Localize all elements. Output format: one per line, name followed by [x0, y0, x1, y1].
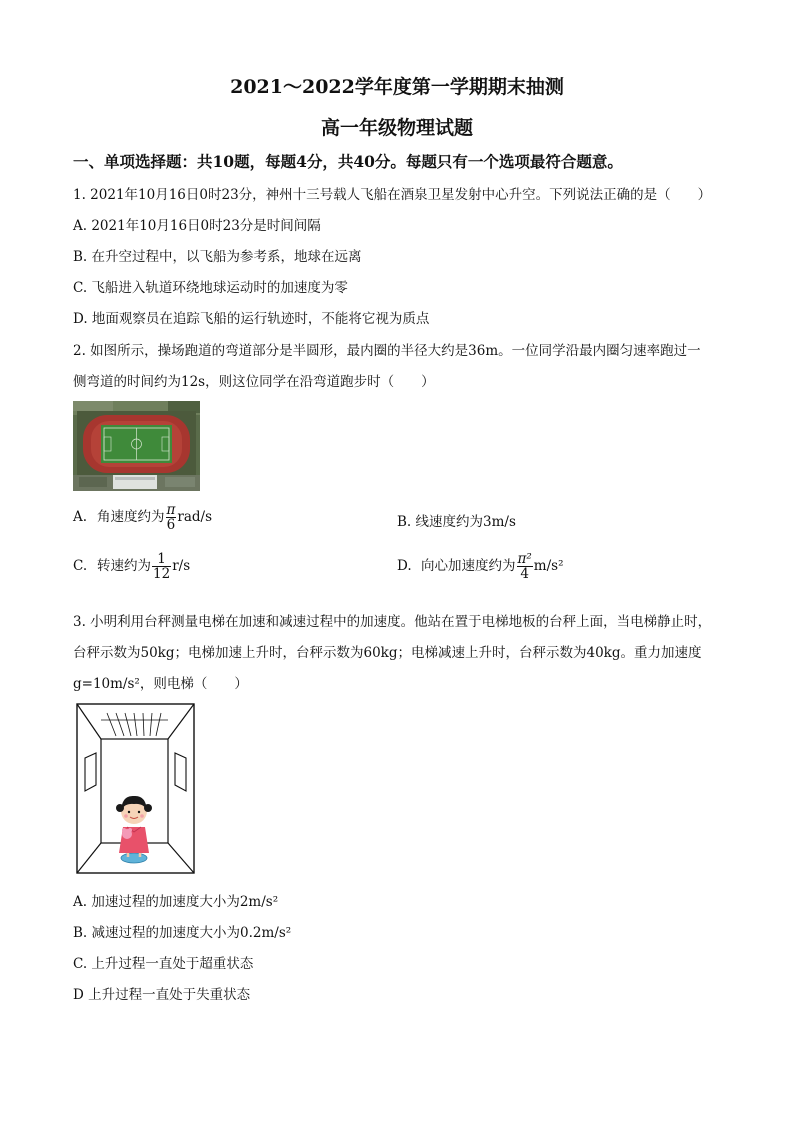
q3-stem-line2: 台秤示数为50kg；电梯加速上升时，台秤示数为60kg；电梯减速上升时，台秤示数为40kg。重力加速度 [73, 645, 702, 661]
q3-stem-line3: g=10m/s²，则电梯（ ） [73, 676, 248, 692]
q1-option-b: B. 在升空过程中，以飞船为参考系，地球在远离 [73, 249, 362, 265]
q1-option-c: C. 飞船进入轨道环绕地球运动时的加速度为零 [73, 280, 348, 296]
q3-option-b: B. 减速过程的加速度大小为0.2m/s² [73, 925, 292, 941]
q2-option-a-unit: rad/s [177, 509, 212, 526]
q2-option-a [73, 503, 212, 532]
stadium-figure [73, 401, 200, 491]
q2-option-d-text: 向心加速度约为 [421, 558, 516, 575]
q2-option-a-denominator: 6 [166, 517, 176, 534]
q2-option-c-unit: r/s [172, 558, 191, 575]
q2-option-c [73, 552, 190, 581]
elevator-figure [76, 703, 196, 875]
exam-title: 2021～2022学年度第一学期期末抽测 [230, 76, 564, 98]
q2-option-d [397, 552, 564, 581]
q3-option-c: C. 上升过程一直处于超重状态 [73, 956, 254, 972]
q2-option-d-numerator: π² [517, 551, 532, 567]
q2-option-a-numerator: π [166, 502, 176, 518]
q2-option-c-denominator: 12 [153, 566, 171, 583]
q1-option-a: A. 2021年10月16日0时23分是时间间隔 [73, 218, 321, 234]
q3-option-a: A. 加速过程的加速度大小为2m/s² [73, 894, 279, 910]
q2-option-d-unit: m/s² [533, 558, 564, 575]
q1-option-d: D. 地面观察员在追踪飞船的运行轨迹时，不能将它视为质点 [73, 311, 430, 327]
q2-option-c-fraction [152, 552, 171, 581]
q2-option-a-text: 角速度约为 [97, 509, 165, 526]
q2-option-d-label: D. [397, 558, 412, 575]
q2-stem-line2: 侧弯道的时间约为12s，则这位同学在沿弯道跑步时（ ） [73, 374, 435, 390]
q3-stem-line1: 3. 小明利用台秤测量电梯在加速和减速过程中的加速度。他站在置于电梯地板的台秤上面，当电梯静止时， [73, 614, 712, 630]
q3-option-d: D 上升过程一直处于失重状态 [73, 987, 251, 1003]
q2-option-c-numerator: 1 [152, 552, 171, 567]
q2-option-c-label: C. [73, 558, 88, 575]
section-heading: 一、单项选择题：共10题，每题4分，共40分。每题只有一个选项最符合题意。 [73, 152, 623, 171]
q2-stem-line1: 2. 如图所示，操场跑道的弯道部分是半圆形，最内圈的半径大约是36m。一位同学沿最内圈匀速率跑过一 [73, 343, 701, 359]
q2-option-d-denominator: 4 [520, 566, 529, 583]
q2-option-a-fraction [166, 503, 177, 532]
q1-stem: 1. 2021年10月16日0时23分，神州十三号载人飞船在酒泉卫星发射中心升空。下列说法正确的是（ ） [73, 187, 712, 203]
q2-option-c-text: 转速约为 [97, 558, 151, 575]
exam-subtitle: 高一年级物理试题 [320, 117, 473, 139]
q2-option-b: B. 线速度约为3m/s [397, 514, 516, 530]
q2-option-d-fraction [517, 552, 533, 581]
q2-option-a-label: A. [73, 509, 88, 526]
